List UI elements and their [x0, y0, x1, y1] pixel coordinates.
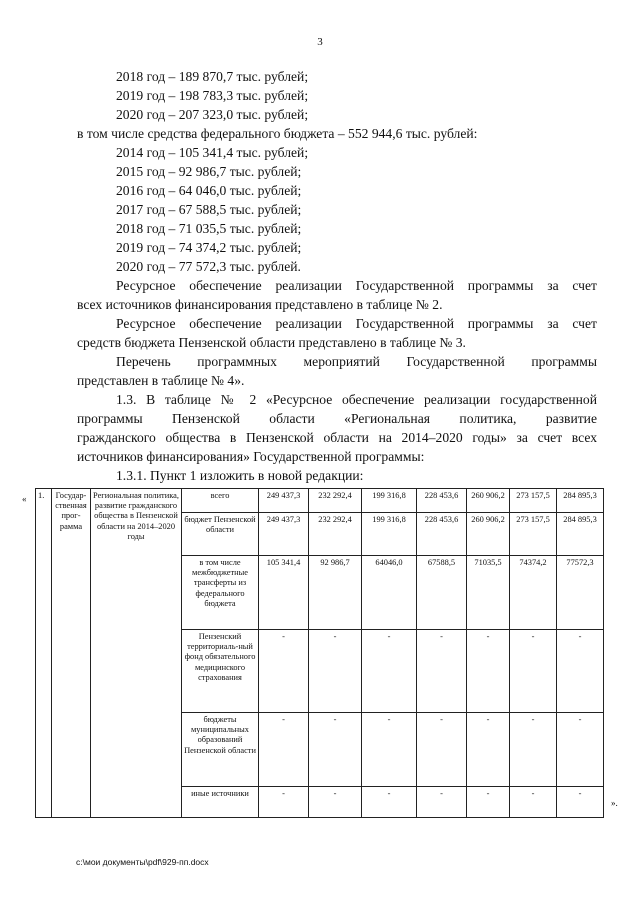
value-cell: 67588,5: [417, 556, 467, 630]
value-cell: -: [467, 787, 510, 818]
value-cell: 273 157,5: [510, 489, 557, 513]
federal-line: 2015 год – 92 986,7 тыс. рублей;: [116, 164, 302, 179]
value-cell: 260 906,2: [467, 489, 510, 513]
program-name: Региональная политика, развитие гражданского общества в Пензенской области на 2014–2020 годы: [91, 489, 182, 818]
value-cell: -: [362, 630, 417, 713]
funding-line: 2018 год – 189 870,7 тыс. рублей;: [116, 69, 309, 84]
value-cell: 199 316,8: [362, 489, 417, 513]
value-cell: 92 986,7: [309, 556, 362, 630]
value-cell: -: [417, 630, 467, 713]
federal-line: 2020 год – 77 572,3 тыс. рублей.: [116, 259, 301, 274]
paragraph-line: Перечень программных мероприятий Государственной программы: [116, 354, 597, 369]
paragraph-line: Ресурсное обеспечение реализации Государственной программы за счет: [116, 316, 597, 331]
value-cell: -: [362, 787, 417, 818]
paragraph-line: программы Пензенской области «Региональная политика, развитие: [77, 411, 597, 426]
value-cell: -: [309, 630, 362, 713]
paragraph-line: гражданского общества в Пензенской области на 2014–2020 годы» за счет всех: [77, 430, 597, 445]
table-row: [36, 489, 604, 513]
value-cell: 71035,5: [467, 556, 510, 630]
value-cell: 228 453,6: [417, 513, 467, 556]
value-cell: -: [259, 630, 309, 713]
value-cell: 199 316,8: [362, 513, 417, 556]
source-cell: бюджет Пензенской области: [182, 513, 259, 556]
paragraph-line: всех источников финансирования представлено в таблице № 2.: [77, 297, 443, 312]
funding-table: [35, 488, 604, 818]
page-number: 3: [317, 36, 323, 48]
paragraph-line: Ресурсное обеспечение реализации Государственной программы за счет: [116, 278, 597, 293]
value-cell: -: [259, 787, 309, 818]
value-cell: 284 895,3: [557, 513, 604, 556]
value-cell: 284 895,3: [557, 489, 604, 513]
row-number: 1.: [36, 489, 52, 818]
value-cell: -: [510, 630, 557, 713]
paragraph-line: 1.3.1. Пункт 1 изложить в новой редакции:: [116, 468, 364, 483]
paragraph-line: источников финансирования» Государственной программы:: [77, 449, 425, 464]
source-cell: в том числе межбюджетные трансферты из федерального бюджета: [182, 556, 259, 630]
federal-line: 2014 год – 105 341,4 тыс. рублей;: [116, 145, 309, 160]
value-cell: 260 906,2: [467, 513, 510, 556]
open-quote: «: [22, 494, 27, 504]
file-path-footer: c:\мои документы\pdf\929-пп.docx: [76, 857, 209, 867]
federal-line: 2018 год – 71 035,5 тыс. рублей;: [116, 221, 302, 236]
value-cell: -: [557, 713, 604, 787]
paragraph-line: представлен в таблице № 4».: [77, 373, 245, 388]
source-cell: бюджеты муниципальных образований Пензенской области: [182, 713, 259, 787]
federal-line: 2017 год – 67 588,5 тыс. рублей;: [116, 202, 302, 217]
value-cell: 249 437,3: [259, 489, 309, 513]
close-quote: ».: [611, 798, 618, 808]
value-cell: 74374,2: [510, 556, 557, 630]
source-cell: иные источники: [182, 787, 259, 818]
value-cell: 249 437,3: [259, 513, 309, 556]
source-cell: Пензенский территориаль-ный фонд обязательного медицинского страхования: [182, 630, 259, 713]
value-cell: -: [557, 787, 604, 818]
value-cell: -: [510, 713, 557, 787]
federal-line: 2019 год – 74 374,2 тыс. рублей;: [116, 240, 302, 255]
value-cell: 232 292,4: [309, 513, 362, 556]
funding-line: 2019 год – 198 783,3 тыс. рублей;: [116, 88, 309, 103]
value-cell: -: [467, 630, 510, 713]
source-cell: всего: [182, 489, 259, 513]
value-cell: -: [467, 713, 510, 787]
value-cell: 273 157,5: [510, 513, 557, 556]
value-cell: 77572,3: [557, 556, 604, 630]
paragraph-line: средств бюджета Пензенской области представлено в таблице № 3.: [77, 335, 466, 350]
funding-line: 2020 год – 207 323,0 тыс. рублей;: [116, 107, 309, 122]
value-cell: 232 292,4: [309, 489, 362, 513]
federal-line: 2016 год – 64 046,0 тыс. рублей;: [116, 183, 302, 198]
federal-heading: в том числе средства федерального бюджета – 552 944,6 тыс. рублей:: [77, 126, 478, 141]
value-cell: -: [362, 713, 417, 787]
value-cell: -: [510, 787, 557, 818]
program-status: Государ-ственная прог-рамма: [52, 489, 91, 818]
value-cell: -: [259, 713, 309, 787]
value-cell: 228 453,6: [417, 489, 467, 513]
value-cell: 64046,0: [362, 556, 417, 630]
value-cell: -: [417, 787, 467, 818]
value-cell: 105 341,4: [259, 556, 309, 630]
value-cell: -: [557, 630, 604, 713]
value-cell: -: [417, 713, 467, 787]
value-cell: -: [309, 787, 362, 818]
paragraph-line: 1.3. В таблице № 2 «Ресурсное обеспечение реализации государственной: [116, 392, 597, 407]
value-cell: -: [309, 713, 362, 787]
